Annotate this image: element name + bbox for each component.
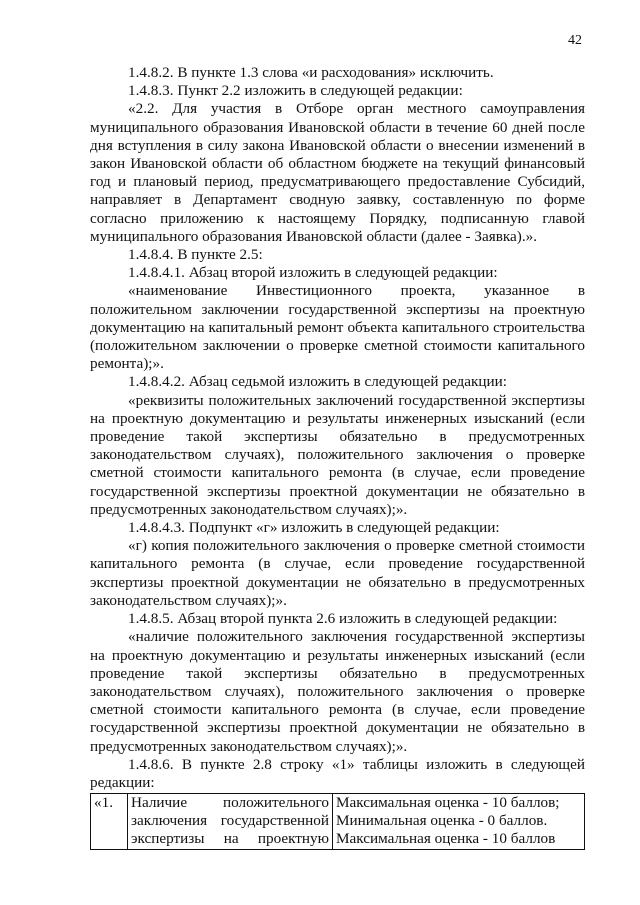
criterion-line: заключения государственной [131,812,329,830]
criterion-line: экспертизы на проектную [131,830,329,848]
table-row [91,794,585,850]
paragraph-requisites-quote: «реквизиты положительных заключений государственной экспертизы на проектную документацию и результаты инженерных изысканий (если проведение такой экспертизы обязательно в предусмотренных законодательством случаях), положительного заключения о проверке сметной стоимости капитального ремонта (в случае, если проведение государственной экспертизы проектной документации не обязательно в предусмотренных законодательством случаях);». [90,391,585,518]
score-line: Максимальная оценка - 10 баллов [336,830,556,848]
paragraph-g-quote: «г) копия положительного заключения о проверке сметной стоимости капитального ремонта (в случае, если проведение государственной экспертизы проектной документации не обязательно в предусмотренных законодательством случаях);». [90,537,585,609]
paragraph-1-4-8-2: 1.4.8.2. В пункте 1.3 слова «и расходования» исключить. [128,64,494,81]
paragraph-name-quote: «наименование Инвестиционного проекта, указанное в положительном заключении государственной экспертизы на проектную документацию на капитальный ремонт объекта капитального строительства (положительном заключении о проверке сметной стоимости капитального ремонта);». [90,282,585,373]
score-line: Минимальная оценка - 0 баллов. [336,812,548,830]
paragraph-1-4-8-4-3: 1.4.8.4.3. Подпункт «г» изложить в следующей редакции: [128,519,500,537]
paragraph-1-4-8-5: 1.4.8.5. Абзац второй пункта 2.6 изложить в следующей редакции: [128,610,558,628]
score-cell [333,794,585,850]
paragraph-presence-quote: «наличие положительного заключения государственной экспертизы на проектную документацию и результаты инженерных изысканий (если проведение такой экспертизы обязательно в предусмотренных законодательством случаях), положительного заключения о проверке сметной стоимости капитального ремонта (в случае, если проведение государственной экспертизы проектной документации не обязательно в предусмотренных законодательством случаях);». [90,628,585,755]
document-body [90,64,585,792]
criteria-table [90,793,585,850]
criterion-cell [128,794,333,850]
score-line: Максимальная оценка - 10 баллов; [336,794,560,811]
page-number: 42 [568,33,582,48]
paragraph-1-4-8-3: 1.4.8.3. Пункт 2.2 изложить в следующей редакции: [128,82,463,100]
paragraph-1-4-8-4-2: 1.4.8.4.2. Абзац седьмой изложить в следующей редакции: [128,373,507,391]
row-number: «1. [94,794,113,811]
criterion-line: Наличие положительного [131,794,329,811]
criteria-table-wrap [90,793,585,850]
paragraph-1-4-8-4-1: 1.4.8.4.1. Абзац второй изложить в следующей редакции: [128,264,498,282]
paragraph-2-2-quote: «2.2. Для участия в Отборе орган местного самоуправления муниципального образования Ивановской области в течение 60 дней после дня вступления в силу закона Ивановской области о внесении изменений в закон Ивановской области об областном бюджете на текущий финансовый год и плановый период, предусматривающего предоставление Субсидий, направляет в Департамент сводную заявку, составленную по форме согласно приложению к настоящему Порядку, подписанную главой муниципального образования Ивановской области (далее - Заявка).». [90,100,585,245]
row-number-cell [91,794,128,850]
paragraph-1-4-8-6: 1.4.8.6. В пункте 2.8 строку «1» таблицы изложить в следующей редакции: [90,755,585,791]
paragraph-1-4-8-4: 1.4.8.4. В пункте 2.5: [128,246,263,264]
